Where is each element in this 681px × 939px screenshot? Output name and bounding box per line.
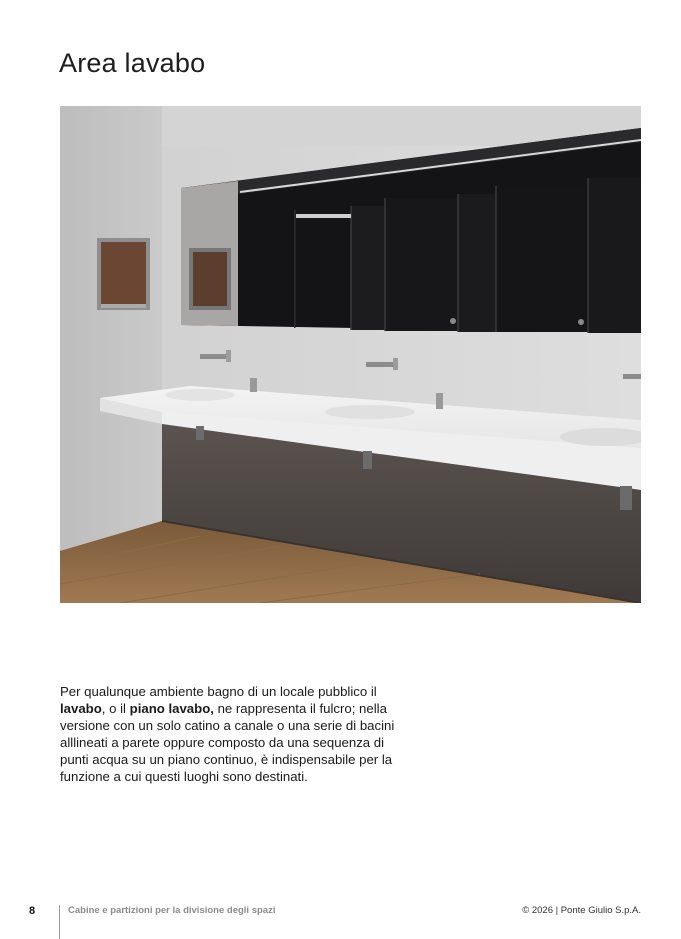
footer-document-title: Cabine e partizioni per la divisione degli spazi xyxy=(68,905,276,916)
page-title: Area lavabo xyxy=(59,48,206,78)
body-bold-piano-lavabo: piano lavabo, xyxy=(129,701,214,716)
body-text-part: ne rappresenta il fulcro; nella versione con un solo catino a canale o una serie di bacini alllineati a parete oppure composto da una sequenza di punti acqua su un piano continuo, è indispensabile per la funzione a cui questi luoghi sono destinati. xyxy=(60,701,395,784)
body-text-part: Per qualunque ambiente bagno di un locale pubblico il xyxy=(60,684,377,699)
footer-divider xyxy=(59,905,60,939)
body-bold-lavabo: lavabo xyxy=(60,701,102,716)
body-text-part: , o il xyxy=(101,701,130,716)
body-paragraph xyxy=(60,683,405,785)
footer-copyright: © 2026 | Ponte Giulio S.p.A. xyxy=(522,905,641,916)
page-number: 8 xyxy=(29,905,36,917)
washbasin-area-photo xyxy=(60,106,641,603)
